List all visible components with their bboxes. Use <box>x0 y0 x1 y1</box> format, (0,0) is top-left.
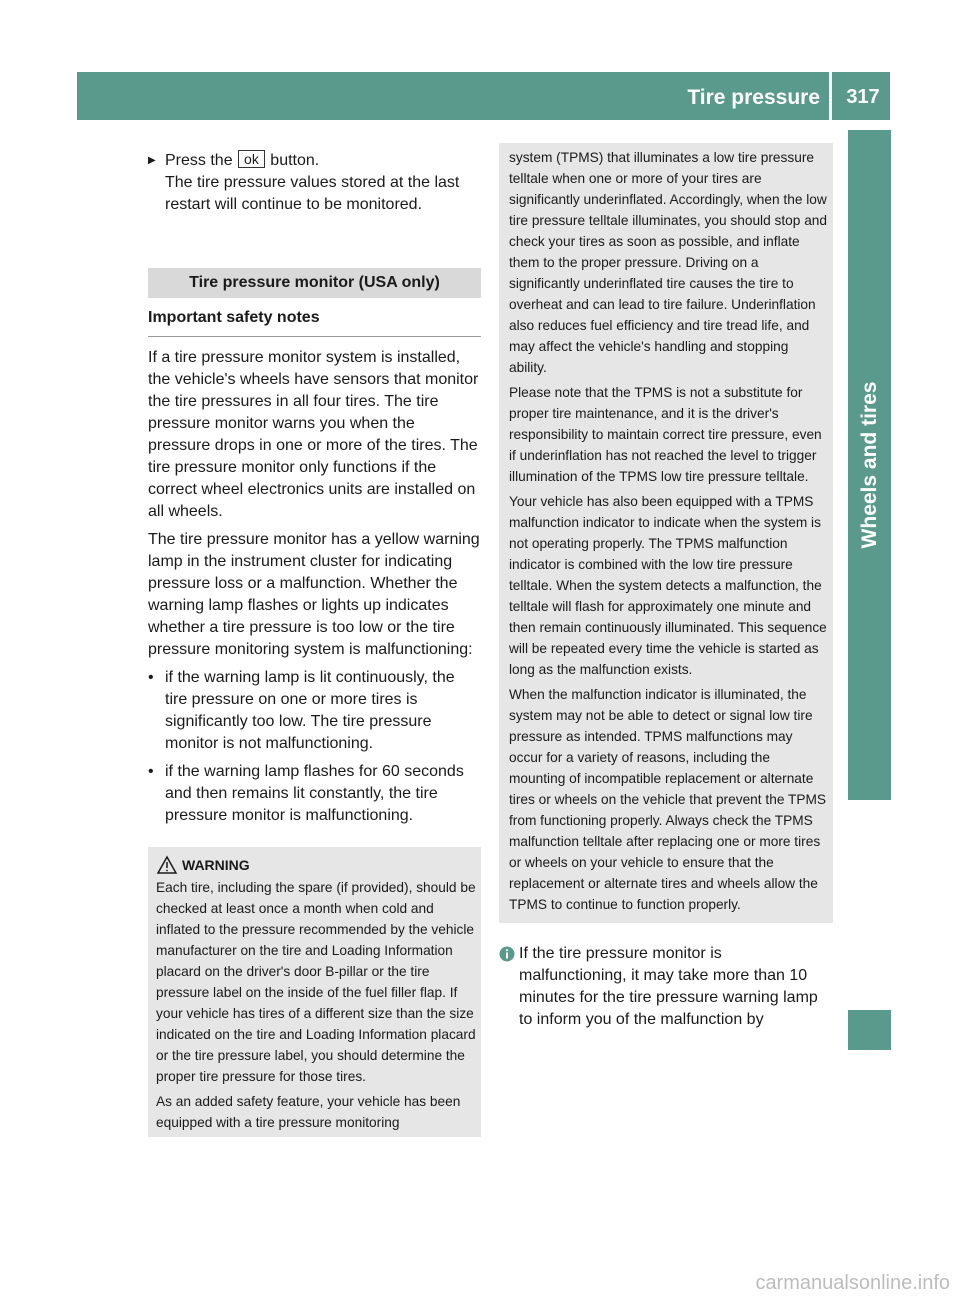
warning-paragraph: Please note that the TPMS is not a substitute for proper tire maintenance, and it is the driver's responsibility to maintain correct tire pressure, even if underinflation has not reached the level to trigger illumination of the TPMS low tire pressure telltale. <box>509 385 822 484</box>
info-note <box>499 943 833 1031</box>
header-divider <box>829 72 832 120</box>
warning-header <box>156 853 479 877</box>
warning-paragraph: Your vehicle has also been equipped with a TPMS malfunction indicator to indicate when the system is not operating properly. The TPMS malfunction indicator is combined with the low tire pressure telltale. When the system detects a malfunction, the telltale will flash for approximately one minute and then remain continuously illuminated. This sequence will be repeated every time the vehicle is started as long as the malfunction exists. <box>509 494 827 677</box>
safety-notes <box>148 347 481 827</box>
list-item-text: if the warning lamp is lit continuously, the tire pressure on one or more tires is significantly too low. The tire pressure monitor is not malfunctioning. <box>165 669 455 752</box>
step-arrow-icon: ▶ <box>148 155 156 166</box>
warning-box <box>148 847 481 1137</box>
watermark: carmanualsonline.info <box>755 1272 950 1294</box>
bullet-icon: • <box>148 669 154 686</box>
left-column <box>148 150 481 1137</box>
page-title: Tire pressure <box>687 86 820 109</box>
info-text: If the tire pressure monitor is malfunctioning, it may take more than 10 minutes for the tire pressure warning lamp to inform you of the malfunction by <box>519 945 818 1028</box>
step-result: The tire pressure values stored at the last restart will continue to be monitored. <box>165 174 460 213</box>
subsection-title: Important safety notes <box>148 306 481 337</box>
warning-label: WARNING <box>182 856 250 873</box>
instruction-step <box>148 150 481 216</box>
section-title: Tire pressure monitor (USA only) <box>148 268 481 298</box>
side-tab-label: Wheels and tires <box>858 381 881 549</box>
step-text-before: Press the <box>165 152 233 169</box>
info-icon <box>499 946 515 962</box>
right-column <box>499 143 833 1031</box>
paragraph: If a tire pressure monitor system is installed, the vehicle's wheels have sensors that monitor the tire pressures in all four tires. The tire pressure monitor warns you when the pressure drops in one or more of the tires. The tire pressure monitor only functions if the correct wheel electronics units are installed on all wheels. <box>148 349 479 520</box>
page-number: 317 <box>846 86 880 108</box>
step-text <box>165 150 481 216</box>
bullet-icon: • <box>148 763 154 780</box>
side-marker <box>848 1010 891 1050</box>
warning-triangle-icon <box>156 855 178 875</box>
warning-paragraph: When the malfunction indicator is illuminated, the system may not be able to detect or signal low tire pressure as intended. TPMS malfunctions may occur for a variety of reasons, including the mounting of incompatible replacement or alternate tires or wheels on the vehicle that prevent the TPMS from functioning properly. Always check the TPMS malfunction telltale after replacing one or more tires or wheels on your vehicle to ensure that the replacement or alternate tires and wheels allow the TPMS to continue to function properly. <box>509 687 827 912</box>
warning-paragraph: system (TPMS) that illuminates a low tire pressure telltale when one or more of your tires are significantly underinflated. Accordingly, when the low tire pressure telltale illuminates, you should stop and check your tires as soon as possible, and inflate them to the proper pressure. Driving on a significantly underinflated tire causes the tire to overheat and can lead to tire failure. Underinflation also reduces fuel efficiency and tire tread life, and may affect the vehicle's handling and stopping ability. <box>509 150 828 375</box>
warning-paragraph: As an added safety feature, your vehicle has been equipped with a tire pressure monitoring <box>156 1094 461 1130</box>
warning-paragraph: Each tire, including the spare (if provided), should be checked at least once a month when cold and inflated to the pressure recommended by the vehicle manufacturer on the tire and Loading Information placard on the driver's door B-pillar or the tire pressure label on the inside of the fuel filler flap. If your vehicle has tires of a different size than the size indicated on the tire and Loading Information placard or the tire pressure label, you should determine the proper tire pressure for those tires. <box>156 880 476 1084</box>
warning-box-continued <box>499 143 833 923</box>
step-text-after: button. <box>270 152 320 169</box>
list-item <box>148 761 481 827</box>
list-item-text: if the warning lamp flashes for 60 seconds and then remains lit constantly, the tire pressure monitor is malfunctioning. <box>165 763 464 824</box>
ok-button-symbol: ok <box>238 150 265 168</box>
list-item <box>148 667 481 755</box>
paragraph: The tire pressure monitor has a yellow warning lamp in the instrument cluster for indicating pressure loss or a malfunction. Whether the warning lamp flashes or lights up indicates whether a tire pressure is too low or the tire pressure monitoring system is malfunctioning: <box>148 531 480 658</box>
